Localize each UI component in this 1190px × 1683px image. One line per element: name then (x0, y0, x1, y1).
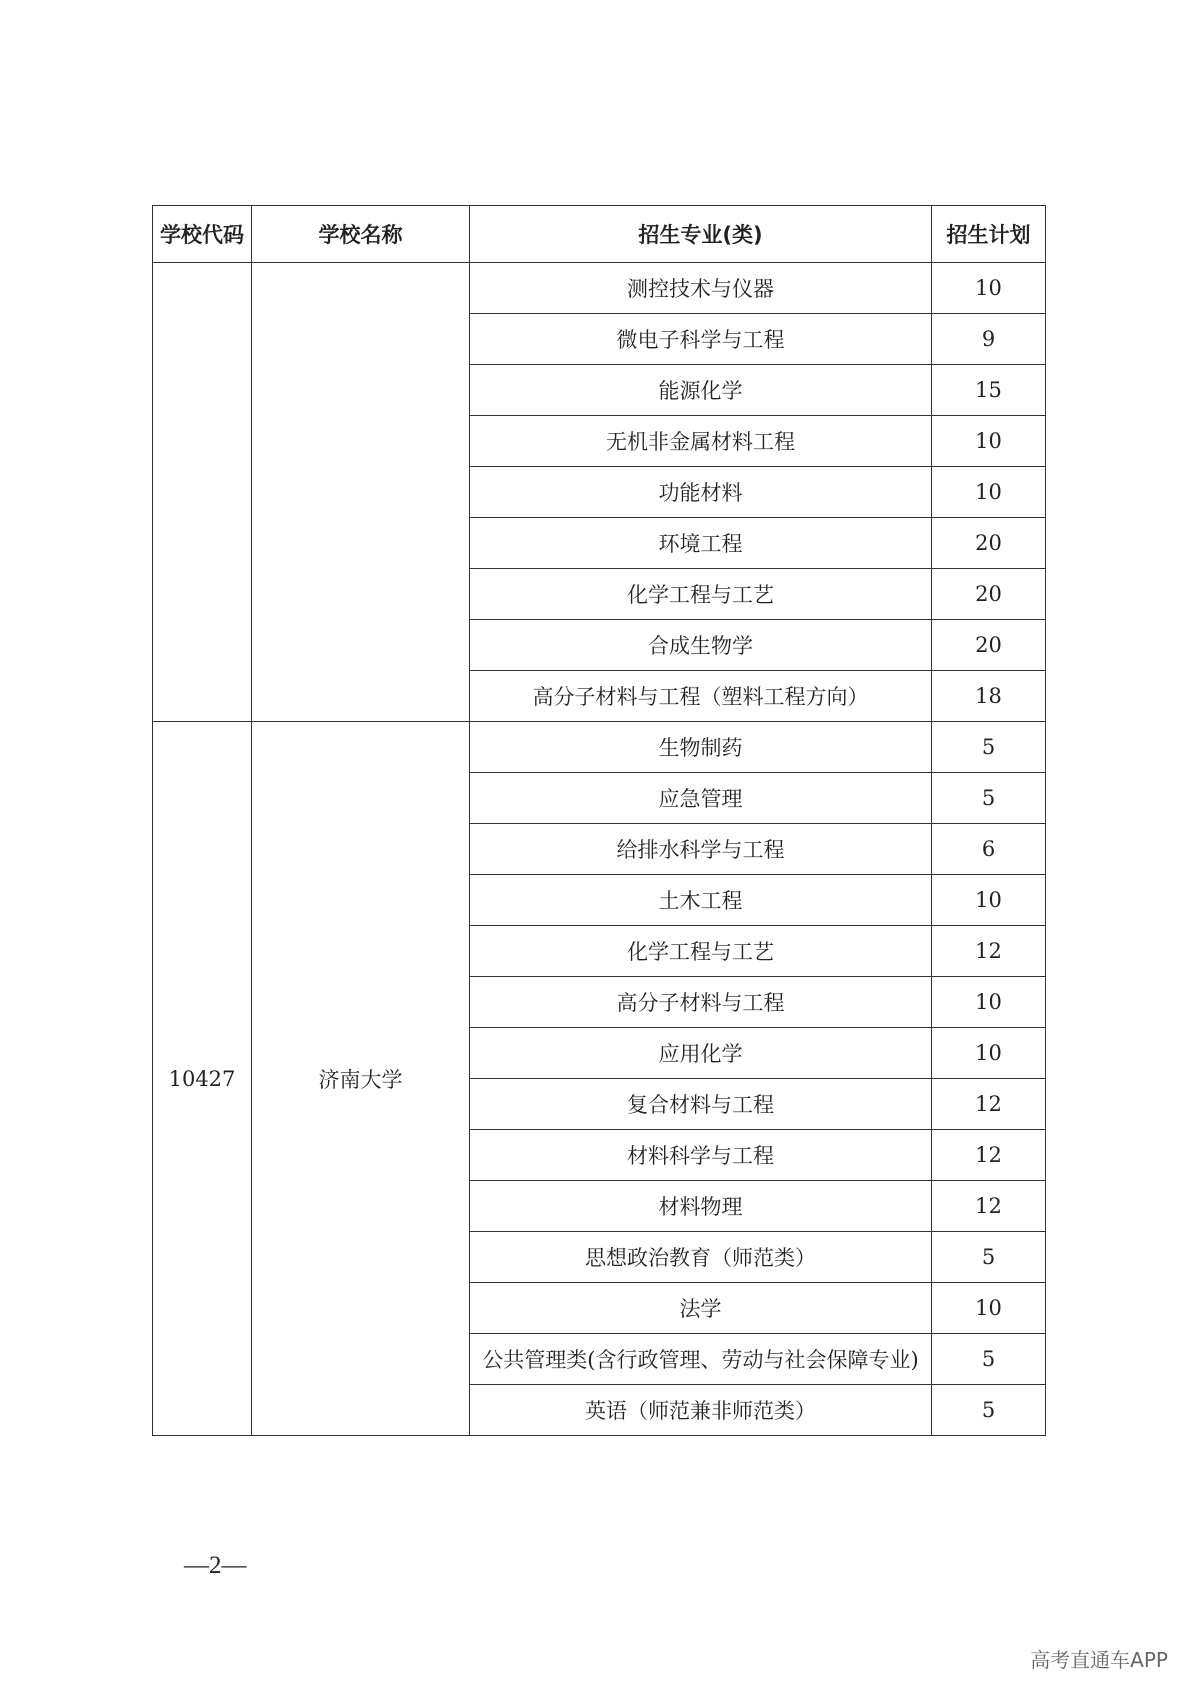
major-cell: 法学 (470, 1283, 932, 1334)
plan-cell: 10 (932, 1028, 1046, 1079)
major-cell: 微电子科学与工程 (470, 314, 932, 365)
major-cell: 能源化学 (470, 365, 932, 416)
plan-cell: 15 (932, 365, 1046, 416)
major-cell: 环境工程 (470, 518, 932, 569)
plan-cell: 20 (932, 620, 1046, 671)
plan-cell: 5 (932, 1232, 1046, 1283)
watermark: 高考直通车APP (1030, 1648, 1168, 1672)
page-number: —2— (184, 1552, 247, 1579)
plan-cell: 10 (932, 263, 1046, 314)
plan-cell: 5 (932, 722, 1046, 773)
major-cell: 材料物理 (470, 1181, 932, 1232)
plan-cell: 12 (932, 1181, 1046, 1232)
major-cell: 化学工程与工艺 (470, 926, 932, 977)
plan-cell: 9 (932, 314, 1046, 365)
major-cell: 应急管理 (470, 773, 932, 824)
header-school-code: 学校代码 (153, 206, 252, 263)
enrollment-table (152, 205, 1046, 1436)
major-cell: 公共管理类(含行政管理、劳动与社会保障专业) (470, 1334, 932, 1385)
major-cell: 英语（师范兼非师范类） (470, 1385, 932, 1436)
major-cell: 给排水科学与工程 (470, 824, 932, 875)
plan-cell: 10 (932, 977, 1046, 1028)
major-cell: 无机非金属材料工程 (470, 416, 932, 467)
plan-cell: 10 (932, 467, 1046, 518)
plan-cell: 6 (932, 824, 1046, 875)
header-major: 招生专业(类) (470, 206, 932, 263)
major-cell: 高分子材料与工程（塑料工程方向） (470, 671, 932, 722)
major-cell: 合成生物学 (470, 620, 932, 671)
major-cell: 材料科学与工程 (470, 1130, 932, 1181)
plan-cell: 5 (932, 1385, 1046, 1436)
table-row (153, 263, 1046, 314)
major-cell: 功能材料 (470, 467, 932, 518)
table-body (153, 263, 1046, 1436)
plan-cell: 12 (932, 926, 1046, 977)
plan-cell: 18 (932, 671, 1046, 722)
major-cell: 测控技术与仪器 (470, 263, 932, 314)
plan-cell: 5 (932, 773, 1046, 824)
table-row (153, 722, 1046, 773)
plan-cell: 20 (932, 569, 1046, 620)
major-cell: 高分子材料与工程 (470, 977, 932, 1028)
header-row (153, 206, 1046, 263)
school-name-cell (252, 263, 470, 722)
plan-cell: 10 (932, 1283, 1046, 1334)
major-cell: 复合材料与工程 (470, 1079, 932, 1130)
major-cell: 思想政治教育（师范类） (470, 1232, 932, 1283)
school-name-cell: 济南大学 (252, 722, 470, 1436)
major-cell: 应用化学 (470, 1028, 932, 1079)
major-cell: 土木工程 (470, 875, 932, 926)
major-cell: 生物制药 (470, 722, 932, 773)
plan-cell: 5 (932, 1334, 1046, 1385)
plan-cell: 12 (932, 1130, 1046, 1181)
plan-cell: 20 (932, 518, 1046, 569)
plan-cell: 10 (932, 875, 1046, 926)
plan-cell: 10 (932, 416, 1046, 467)
school-code-cell: 10427 (153, 722, 252, 1436)
school-code-cell (153, 263, 252, 722)
header-school-name: 学校名称 (252, 206, 470, 263)
major-cell: 化学工程与工艺 (470, 569, 932, 620)
header-plan: 招生计划 (932, 206, 1046, 263)
plan-cell: 12 (932, 1079, 1046, 1130)
